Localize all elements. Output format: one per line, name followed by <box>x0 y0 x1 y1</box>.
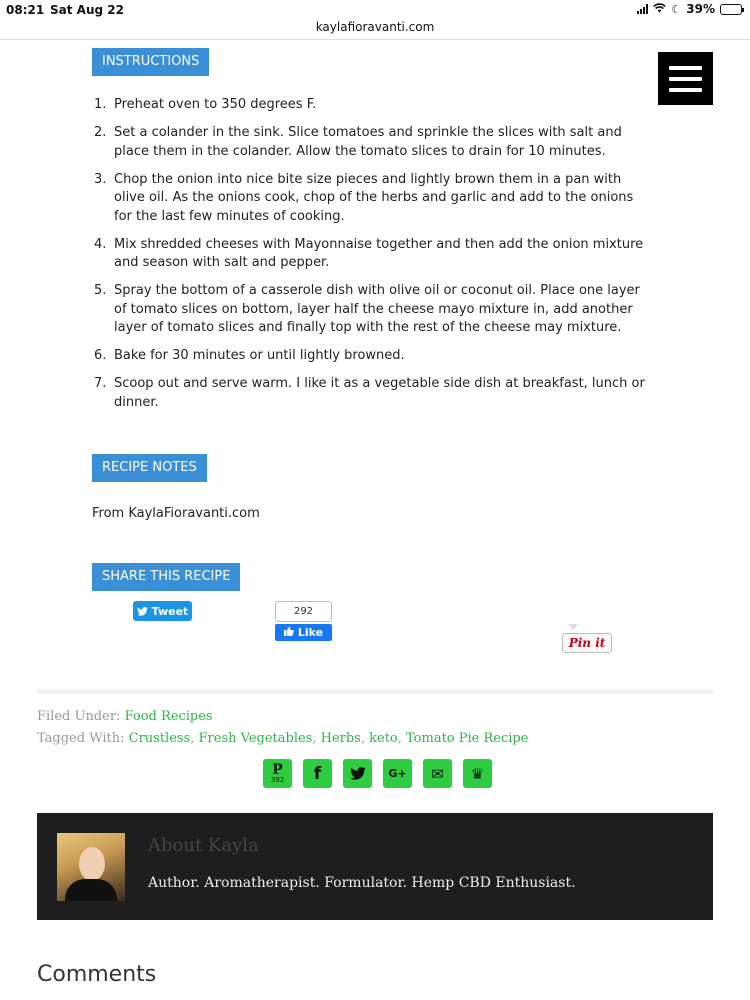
facebook-like-button[interactable] <box>275 624 332 641</box>
step-number: 3. <box>94 171 107 187</box>
step-text: Spray the bottom of a casserole dish with olive oil or coconut oil. Place one layer of tomato slices on bottom, layer half the cheese mayo mixture in, add another layer of tomato slices and finally top with the rest of the cheese may mixture. <box>114 283 640 335</box>
step-text: Scoop out and serve warm. I like it as a vegetable side dish at breakfast, lunch or dinner. <box>114 376 645 410</box>
menu-line-icon <box>669 88 702 92</box>
share-recipe-heading: SHARE THIS RECIPE <box>92 563 240 591</box>
content-divider <box>37 690 713 693</box>
instruction-step <box>92 171 652 227</box>
instruction-step <box>92 375 652 412</box>
comments-heading: Comments <box>37 962 157 987</box>
cellular-signal-icon <box>637 4 648 14</box>
tag-link[interactable]: Tomato Pie Recipe <box>406 731 529 746</box>
battery-icon <box>720 4 742 15</box>
instructions-heading: INSTRUCTIONS <box>92 48 209 76</box>
category-link[interactable]: Food Recipes <box>124 709 213 724</box>
pinterest-share-button[interactable] <box>263 759 292 788</box>
thumbs-up-icon <box>284 626 294 639</box>
author-bio: Author. Aromatherapist. Formulator. Hemp CBD Enthusiast. <box>148 875 576 891</box>
facebook-like-count: 292 <box>275 601 332 622</box>
twitter-icon <box>350 767 366 780</box>
step-number: 1. <box>94 97 107 112</box>
pinit-pointer <box>568 624 578 630</box>
filed-under <box>37 709 213 724</box>
facebook-share-button[interactable] <box>303 759 332 788</box>
like-label: Like <box>297 626 324 639</box>
google-plus-icon: G+ <box>388 767 407 780</box>
step-text: Chop the onion into nice bite size pieces and lightly brown them in a pan with olive oil. As the onions cook, chop of the herbs and garlic and add to the onions for the last few minutes of cooking. <box>114 171 634 224</box>
status-bar <box>0 0 750 20</box>
step-number: 7. <box>94 376 107 391</box>
status-date: Sat Aug 22 <box>50 3 124 17</box>
tweet-label: Tweet <box>151 604 189 618</box>
tagged-with-label: Tagged With: <box>37 731 125 746</box>
tag-link[interactable]: Crustless <box>128 731 191 746</box>
author-shoulders <box>65 879 117 901</box>
tag-link[interactable]: Herbs <box>320 731 361 746</box>
twitter-bird-icon <box>137 607 148 616</box>
author-face <box>79 847 105 881</box>
tagged-with: Tagged With: Crustless, Fresh Vegetables, Herbs, keto, Tomato Pie Recipe <box>37 731 529 746</box>
recipe-notes-heading: RECIPE NOTES <box>92 454 207 482</box>
address-bar[interactable] <box>0 18 750 40</box>
crown-icon: ♛ <box>470 764 485 783</box>
status-time: 08:21 <box>6 3 45 17</box>
instructions-list <box>92 96 652 422</box>
url-text: kaylafioravanti.com <box>315 20 435 34</box>
tweet-button[interactable] <box>133 601 192 621</box>
instruction-step <box>92 124 652 161</box>
facebook-like-widget[interactable] <box>275 601 332 641</box>
hamburger-menu-button[interactable] <box>658 52 713 105</box>
author-box <box>37 813 713 920</box>
instruction-step <box>92 282 652 338</box>
share-icons-row <box>263 759 492 788</box>
step-number: 2. <box>94 125 107 140</box>
step-text: Set a colander in the sink. Slice tomatoes and sprinkle the slices with salt and place them in the colander. Allow the tomato slices to drain for 10 minutes. <box>114 125 622 159</box>
tag-link[interactable]: keto <box>369 731 398 746</box>
battery-percent: 39% <box>686 2 715 16</box>
menu-line-icon <box>669 77 702 81</box>
moon-icon: ☾ <box>671 2 682 16</box>
pinterest-share-count: 392 <box>270 776 285 784</box>
instruction-step <box>92 347 652 366</box>
menu-line-icon <box>669 66 702 70</box>
step-text: Bake for 30 minutes or until lightly browned. <box>114 348 405 363</box>
crown-share-button[interactable] <box>463 759 492 788</box>
instruction-step <box>92 236 652 273</box>
pinterest-icon: P <box>272 762 283 778</box>
twitter-share-button[interactable] <box>343 759 372 788</box>
facebook-icon: f <box>313 763 322 784</box>
pin-it-button[interactable]: Pin it <box>562 633 612 653</box>
filed-under-label: Filed Under: <box>37 709 121 724</box>
step-text: Mix shredded cheeses with Mayonnaise together and then add the onion mixture and season with salt and pepper. <box>114 236 644 270</box>
instruction-step <box>92 96 652 115</box>
author-box-title: About Kayla <box>148 835 259 856</box>
status-indicators <box>637 2 742 16</box>
email-icon: ✉ <box>431 764 444 783</box>
step-number: 5. <box>94 283 107 298</box>
recipe-notes-text: From KaylaFioravanti.com <box>92 506 260 521</box>
google-plus-share-button[interactable] <box>383 759 412 788</box>
author-photo <box>57 833 125 901</box>
step-number: 4. <box>94 236 107 252</box>
wifi-icon <box>653 2 666 16</box>
email-share-button[interactable] <box>423 759 452 788</box>
step-number: 6. <box>94 348 107 363</box>
step-text: Preheat oven to 350 degrees F. <box>114 97 317 112</box>
tag-link[interactable]: Fresh Vegetables <box>198 731 313 746</box>
